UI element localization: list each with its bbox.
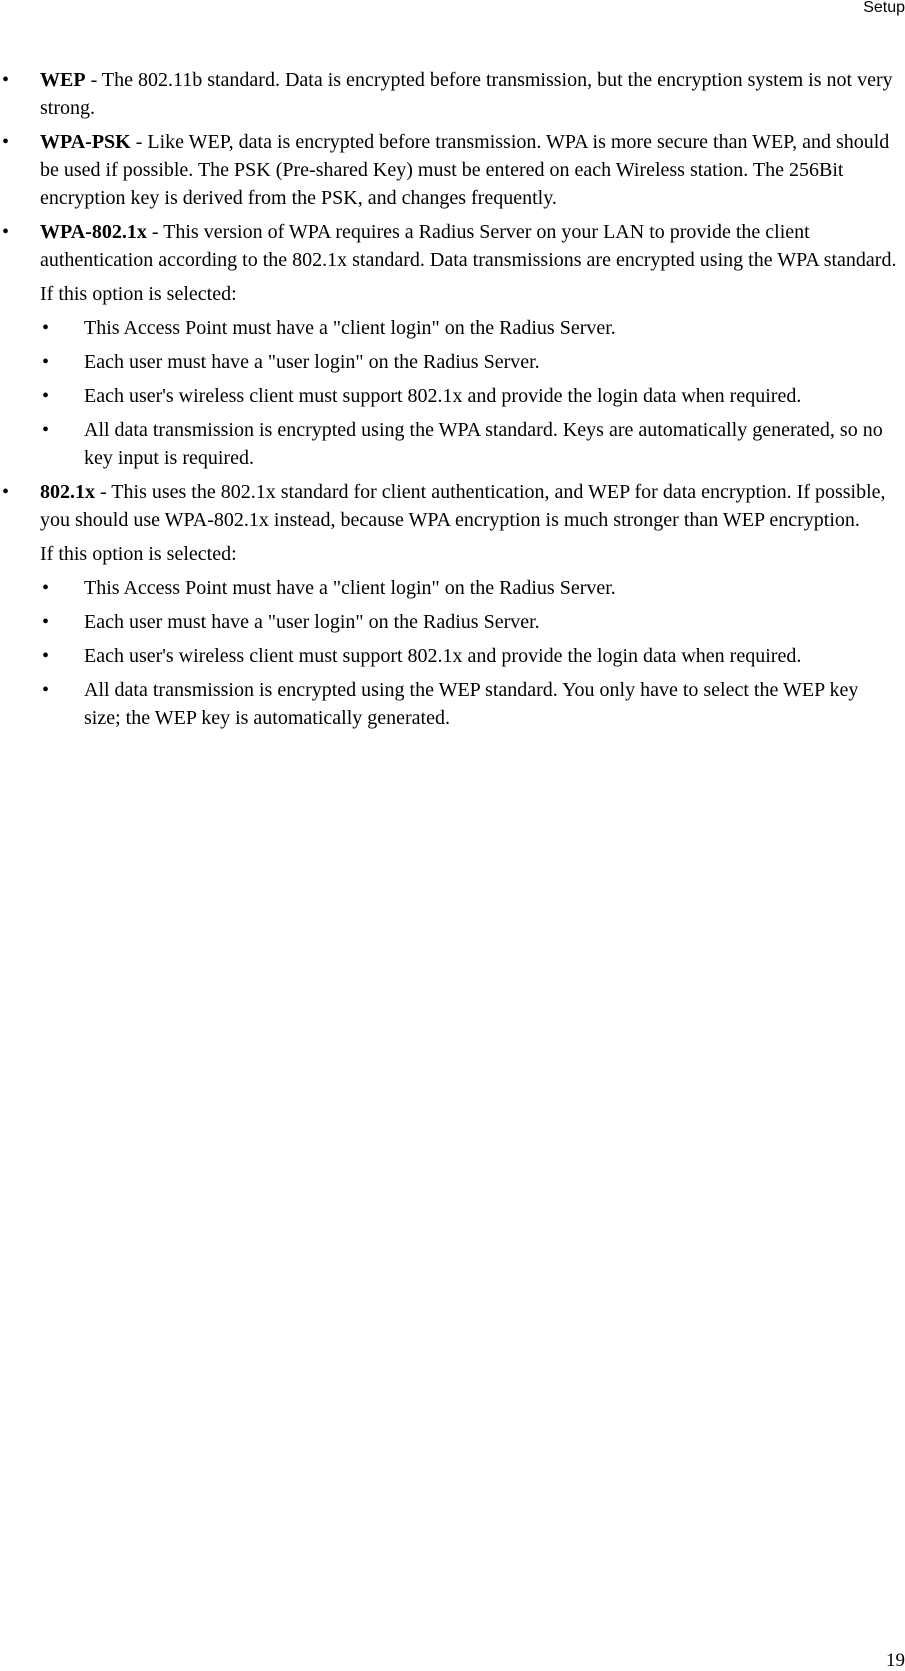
description-wpa-psk: - Like WEP, data is encrypted before transmission. WPA is more secure than WEP, and should be used if possible. The PSK (Pre-shared Key) must be entered on each Wireless station. The 256Bit encryption key is derived from the PSK, and changes frequently.: [40, 131, 890, 209]
page-number: 19: [886, 1650, 905, 1671]
bullet-icon: •: [42, 385, 50, 407]
description-8021x: - This uses the 802.1x standard for client authentication, and WEP for data encryption. If possible, you should use WPA-802.1x instead, because WPA encryption is much stronger than WEP encryption.: [40, 481, 886, 531]
bullet-icon: •: [42, 577, 50, 599]
bullet-icon: •: [42, 419, 50, 441]
sub-item-text: Each user must have a "user login" on the Radius Server.: [84, 611, 540, 633]
bullet-icon: •: [42, 351, 50, 373]
term-wpa-psk: WPA-PSK: [40, 131, 131, 153]
sub-item: [0, 642, 900, 670]
sub-item-text: Each user's wireless client must support 802.1x and provide the login data when required.: [84, 645, 802, 667]
list-item-wpa-psk: [0, 128, 900, 212]
intro-8021x: If this option is selected:: [40, 543, 237, 565]
bullet-icon: •: [2, 69, 10, 91]
sub-item-text: Each user must have a "user login" on the Radius Server.: [84, 351, 540, 373]
sub-item-text: This Access Point must have a "client login" on the Radius Server.: [84, 577, 616, 599]
term-wep: WEP: [40, 69, 86, 91]
intro-wpa-8021x: If this option is selected:: [40, 283, 237, 305]
sub-item: [0, 348, 900, 376]
sub-item-text: This Access Point must have a "client login" on the Radius Server.: [84, 317, 616, 339]
list-item-wpa-8021x: [0, 218, 900, 274]
document-body: [0, 66, 900, 738]
bullet-icon: •: [42, 679, 50, 701]
description-wep: - The 802.11b standard. Data is encrypted before transmission, but the encryption system is not very strong.: [40, 69, 893, 119]
sub-item: [0, 676, 900, 732]
bullet-icon: •: [2, 481, 10, 503]
list-item-8021x: [0, 478, 900, 534]
sub-item: [0, 574, 900, 602]
sub-item-text: Each user's wireless client must support 802.1x and provide the login data when required.: [84, 385, 802, 407]
bullet-icon: •: [2, 131, 10, 153]
description-wpa-8021x: - This version of WPA requires a Radius Server on your LAN to provide the client authentication according to the 802.1x standard. Data transmissions are encrypted using the WPA standard.: [40, 221, 897, 271]
bullet-icon: •: [42, 611, 50, 633]
sub-item: [0, 608, 900, 636]
term-8021x: 802.1x: [40, 481, 95, 503]
sub-item: [0, 314, 900, 342]
sub-item-text: All data transmission is encrypted using the WPA standard. Keys are automatically generated, so no key input is required.: [84, 419, 883, 469]
bullet-icon: •: [42, 645, 50, 667]
sub-item: [0, 382, 900, 410]
term-wpa-8021x: WPA-802.1x: [40, 221, 147, 243]
bullet-icon: •: [42, 317, 50, 339]
sub-item-text: All data transmission is encrypted using the WEP standard. You only have to select the WEP key size; the WEP key is automatically generated.: [84, 679, 859, 729]
list-item-wep: [0, 66, 900, 122]
bullet-icon: •: [2, 221, 10, 243]
sub-item: [0, 416, 900, 472]
page-header: Setup: [863, 0, 905, 16]
